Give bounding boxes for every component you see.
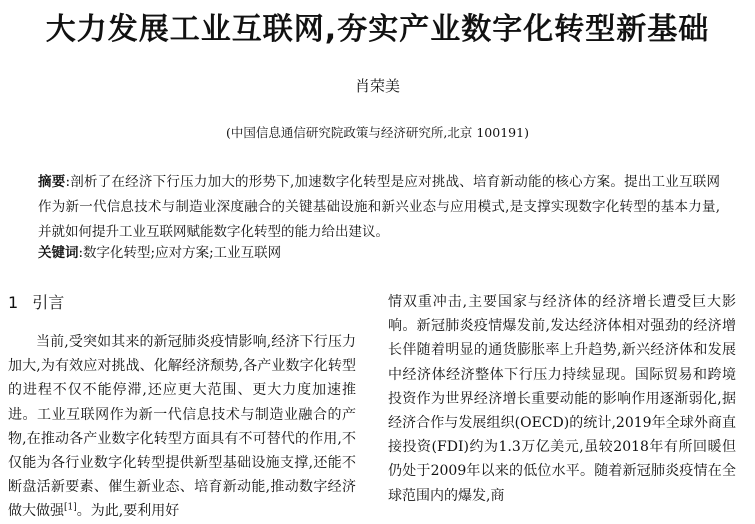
abstract-label: 摘要 xyxy=(38,174,66,190)
section-title: 引言 xyxy=(32,293,65,312)
body-column-right xyxy=(388,290,736,510)
abstract xyxy=(38,170,720,245)
abstract-text: :剖析了在经济下行压力加大的形势下,加速数字化转型是应对挑战、培育新动能的核心方案。提出工业互联网作为新一代信息技术与制造业深度融合的关键基础设施和新兴业态与应用模式,是支撑实现数字化转型的基本力量,并就如何提升工业互联网赋能数字化转型的能力给出建议。 xyxy=(38,174,720,240)
body-left-text-tail: 。为此,要利用好 xyxy=(76,503,180,520)
body-left-text: 当前,受突如其来的新冠肺炎疫情影响,经济下行压力加大,为有效应对挑战、化解经济颓势,各产业数字化转型的进程不仅不能停滞,还应更大范围、更大力度加速推进。工业互联网作为新一代信息技术与制造业融合的产物,在推动各产业数字化转型方面具有不可替代的作用,不仅能为各行业数字化转型提供新型基础设施支撑,还能不断盘活新要素、催生新业态、培育新动能,推动数字经济做大做强 xyxy=(8,334,356,520)
paper-title: 大力发展工业互联网,夯实产业数字化转型新基础 xyxy=(45,12,710,47)
keywords xyxy=(38,242,720,264)
body-right-text: 情双重冲击,主要国家与经济体的经济增长遭受巨大影响。新冠肺炎疫情爆发前,发达经济体相对强劲的经济增长伴随着明显的通货膨胀率上升趋势,新兴经济体和发展中经济体经济整体下行压力持续显现。国际贸易和跨境投资作为世界经济增长重要动能的影响作用逐渐弱化,据经济合作与发展组织(OECD)的统计,2019年全球外商直接投资(FDI)约为1.3万亿美元,虽较2018年有所回暖但仍处于2009年以来的低位水平。随着新冠肺炎疫情在全球范围内的爆发,商 xyxy=(388,294,736,504)
section-heading xyxy=(8,292,64,314)
section-number: 1 xyxy=(8,293,19,312)
citation-ref: [1] xyxy=(64,502,77,513)
author-affiliation: (中国信息通信研究院政策与经济研究所,北京 100191) xyxy=(226,125,529,140)
author-name: 肖荣美 xyxy=(354,77,400,95)
keywords-text: :数字化转型;应对方案;工业互联网 xyxy=(78,245,282,261)
keywords-label: 关键词 xyxy=(38,245,79,261)
body-column-left xyxy=(8,330,356,520)
